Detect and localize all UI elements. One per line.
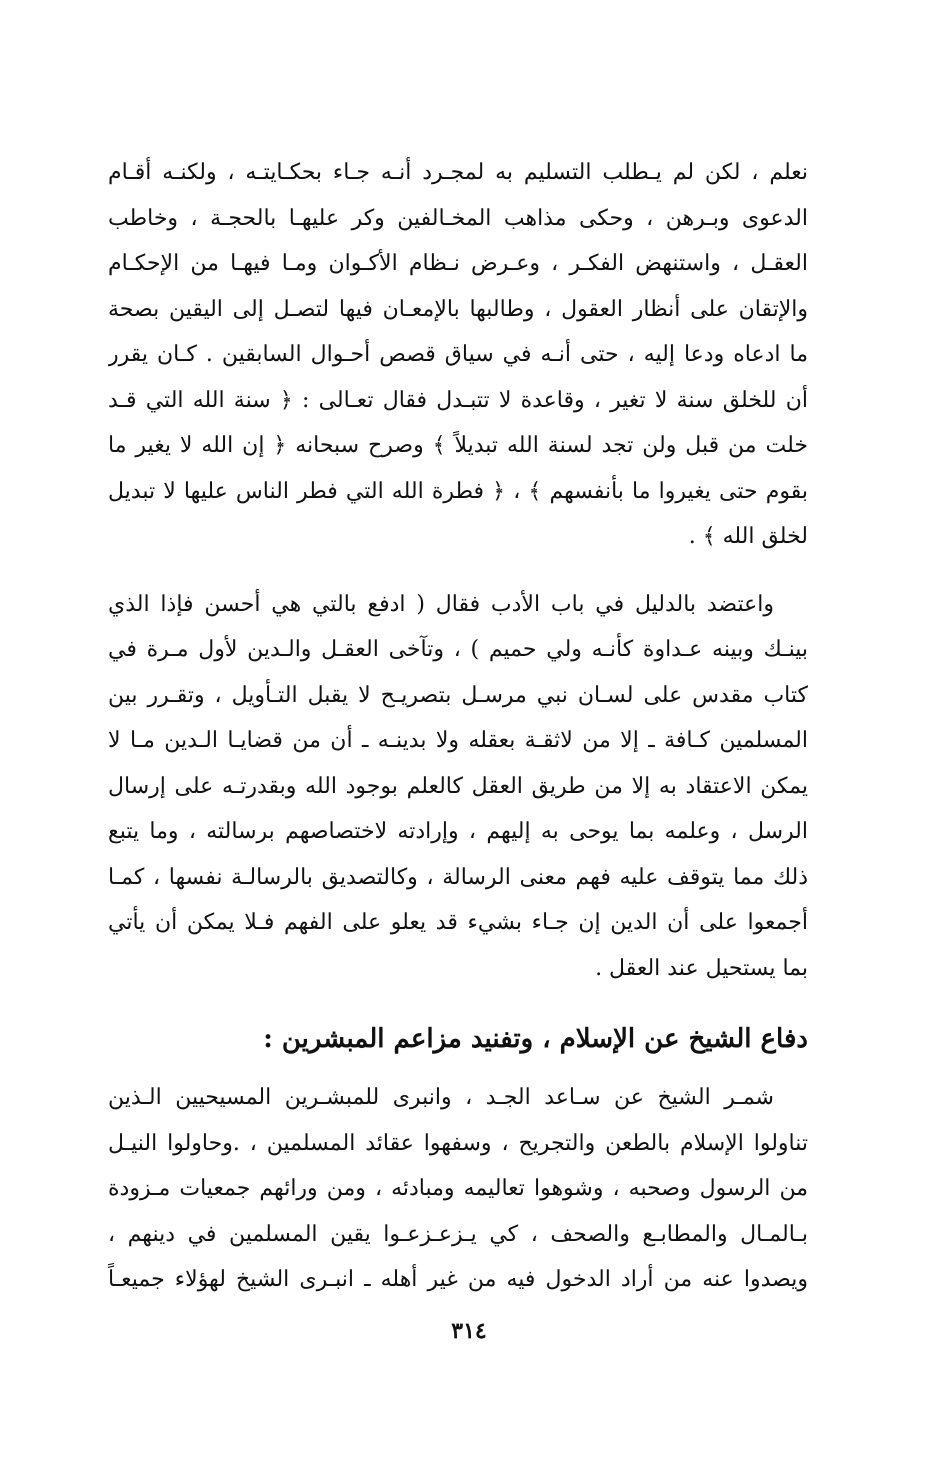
page-body <box>108 150 808 1303</box>
text-line: ذلك مما يتوقف عليه فهم معنى الرسالة ، وكالتصديق بالرسالـة نفسها ، كمـا <box>108 864 808 890</box>
text-line: والإتقان على أنظار العقول ، وطالبها بالإمعـان فيها لتصـل إلى اليقين بصحة <box>108 296 808 322</box>
text-line: المسلمين كـافة ـ إلا من لاثقـة بعقله ولا بدينـه ـ أن من قضايـا الـدين مـا لا <box>108 728 808 753</box>
text-line: الدعوى وبـرهن ، وحكى مذاهب المخـالفين وكر عليهـا بالحجـة ، وخاطب <box>108 205 808 231</box>
section-heading: دفاع الشيخ عن الإسلام ، وتفنيد مزاعم المبشرين : <box>263 1024 808 1054</box>
text-line: بقوم حتى يغيروا ما بأنفسهم ﴾ ، ﴿ فطرة الله التي فطر الناس عليها لا تبديل <box>108 478 808 504</box>
paragraph-2 <box>108 582 808 992</box>
text-line: ويصدوا عنه من أراد الدخول فيه من غير أهله ـ انبـرى الشيخ لهؤلاء جميعـاً <box>108 1267 808 1292</box>
text-line: خلت من قبل ولن تجد لسنة الله تبديلاً ﴾ وصرح سبحانه ﴿ إن الله لا يغير ما <box>108 433 808 458</box>
text-line: بما يستحيل عند العقل . <box>595 955 808 981</box>
page-number: ٣١٤ <box>451 1318 487 1344</box>
paragraph-3 <box>108 1075 808 1303</box>
text-line: العقـل ، واستنهض الفكـر ، وعـرض نـظام الأكـوان ومـا فيهـا من الإحكـام <box>108 251 808 276</box>
text-line: بينـك وبينه عـداوة كأنـه ولي حميم ) ، وتآخى العقـل والـدين لأول مـرة في <box>108 637 808 662</box>
text-line: من الرسول وصحبه ، وشوهوا تعاليمه ومبادئه ، ومن ورائهم جمعيات مـزودة <box>108 1176 808 1201</box>
text-line: لخلق الله ﴾ . <box>688 524 808 549</box>
text-line: تناولوا الإسلام بالطعن والتجريح ، وسفهوا عقائد المسلمين ، .وحاولوا النيـل <box>108 1130 808 1156</box>
text-line: يمكن الاعتقاد به إلا من طريق العقل كالعلم بوجود الله وبقدرتـه على إرسال <box>108 773 808 799</box>
paragraph-1 <box>108 150 808 560</box>
text-line: نعلم ، لكن لم يـطلب التسليم به لمجـرد أنـه جـاء بحكـايتـه ، ولكنـه أقـام <box>108 160 808 185</box>
text-line: أن للخلق سنة لا تغير ، وقاعدة لا تتبـدل فقال تعـالى : ﴿ سنة الله التي قـد <box>108 387 808 413</box>
text-line: الرسل ، وعلمه بما يوحى به إليهم ، وإرادته لاختصاصهم برسالته ، وما يتبع <box>108 819 808 844</box>
text-line: كتاب مقدس على لسـان نبي مرسـل بتصريـح لا يقبل التـأويل ، وتقـرر بين <box>108 682 808 708</box>
text-line: ما ادعاه ودعا إليه ، حتى أنـه في سياق قصص أحـوال السابقين . كـان يقرر <box>108 342 808 367</box>
text-line: أجمعوا على أن الدين إن جـاء بشيء قد يعلو على الفهم فـلا يمكن أن يأتي <box>108 910 808 935</box>
text-line: بـالمـال والمطابـع والصحف ، كي يـزعـزعـوا يقين المسلمين في دينهم ، <box>108 1221 808 1247</box>
text-line: واعتضد بالدليل في باب الأدب فقال ( ادفع بالتي هي أحسن فإذا الذي <box>108 591 774 617</box>
text-line: شمـر الشيخ عن سـاعد الجـد ، وانبرى للمبشـرين المسيحيين الـذين <box>108 1085 774 1110</box>
